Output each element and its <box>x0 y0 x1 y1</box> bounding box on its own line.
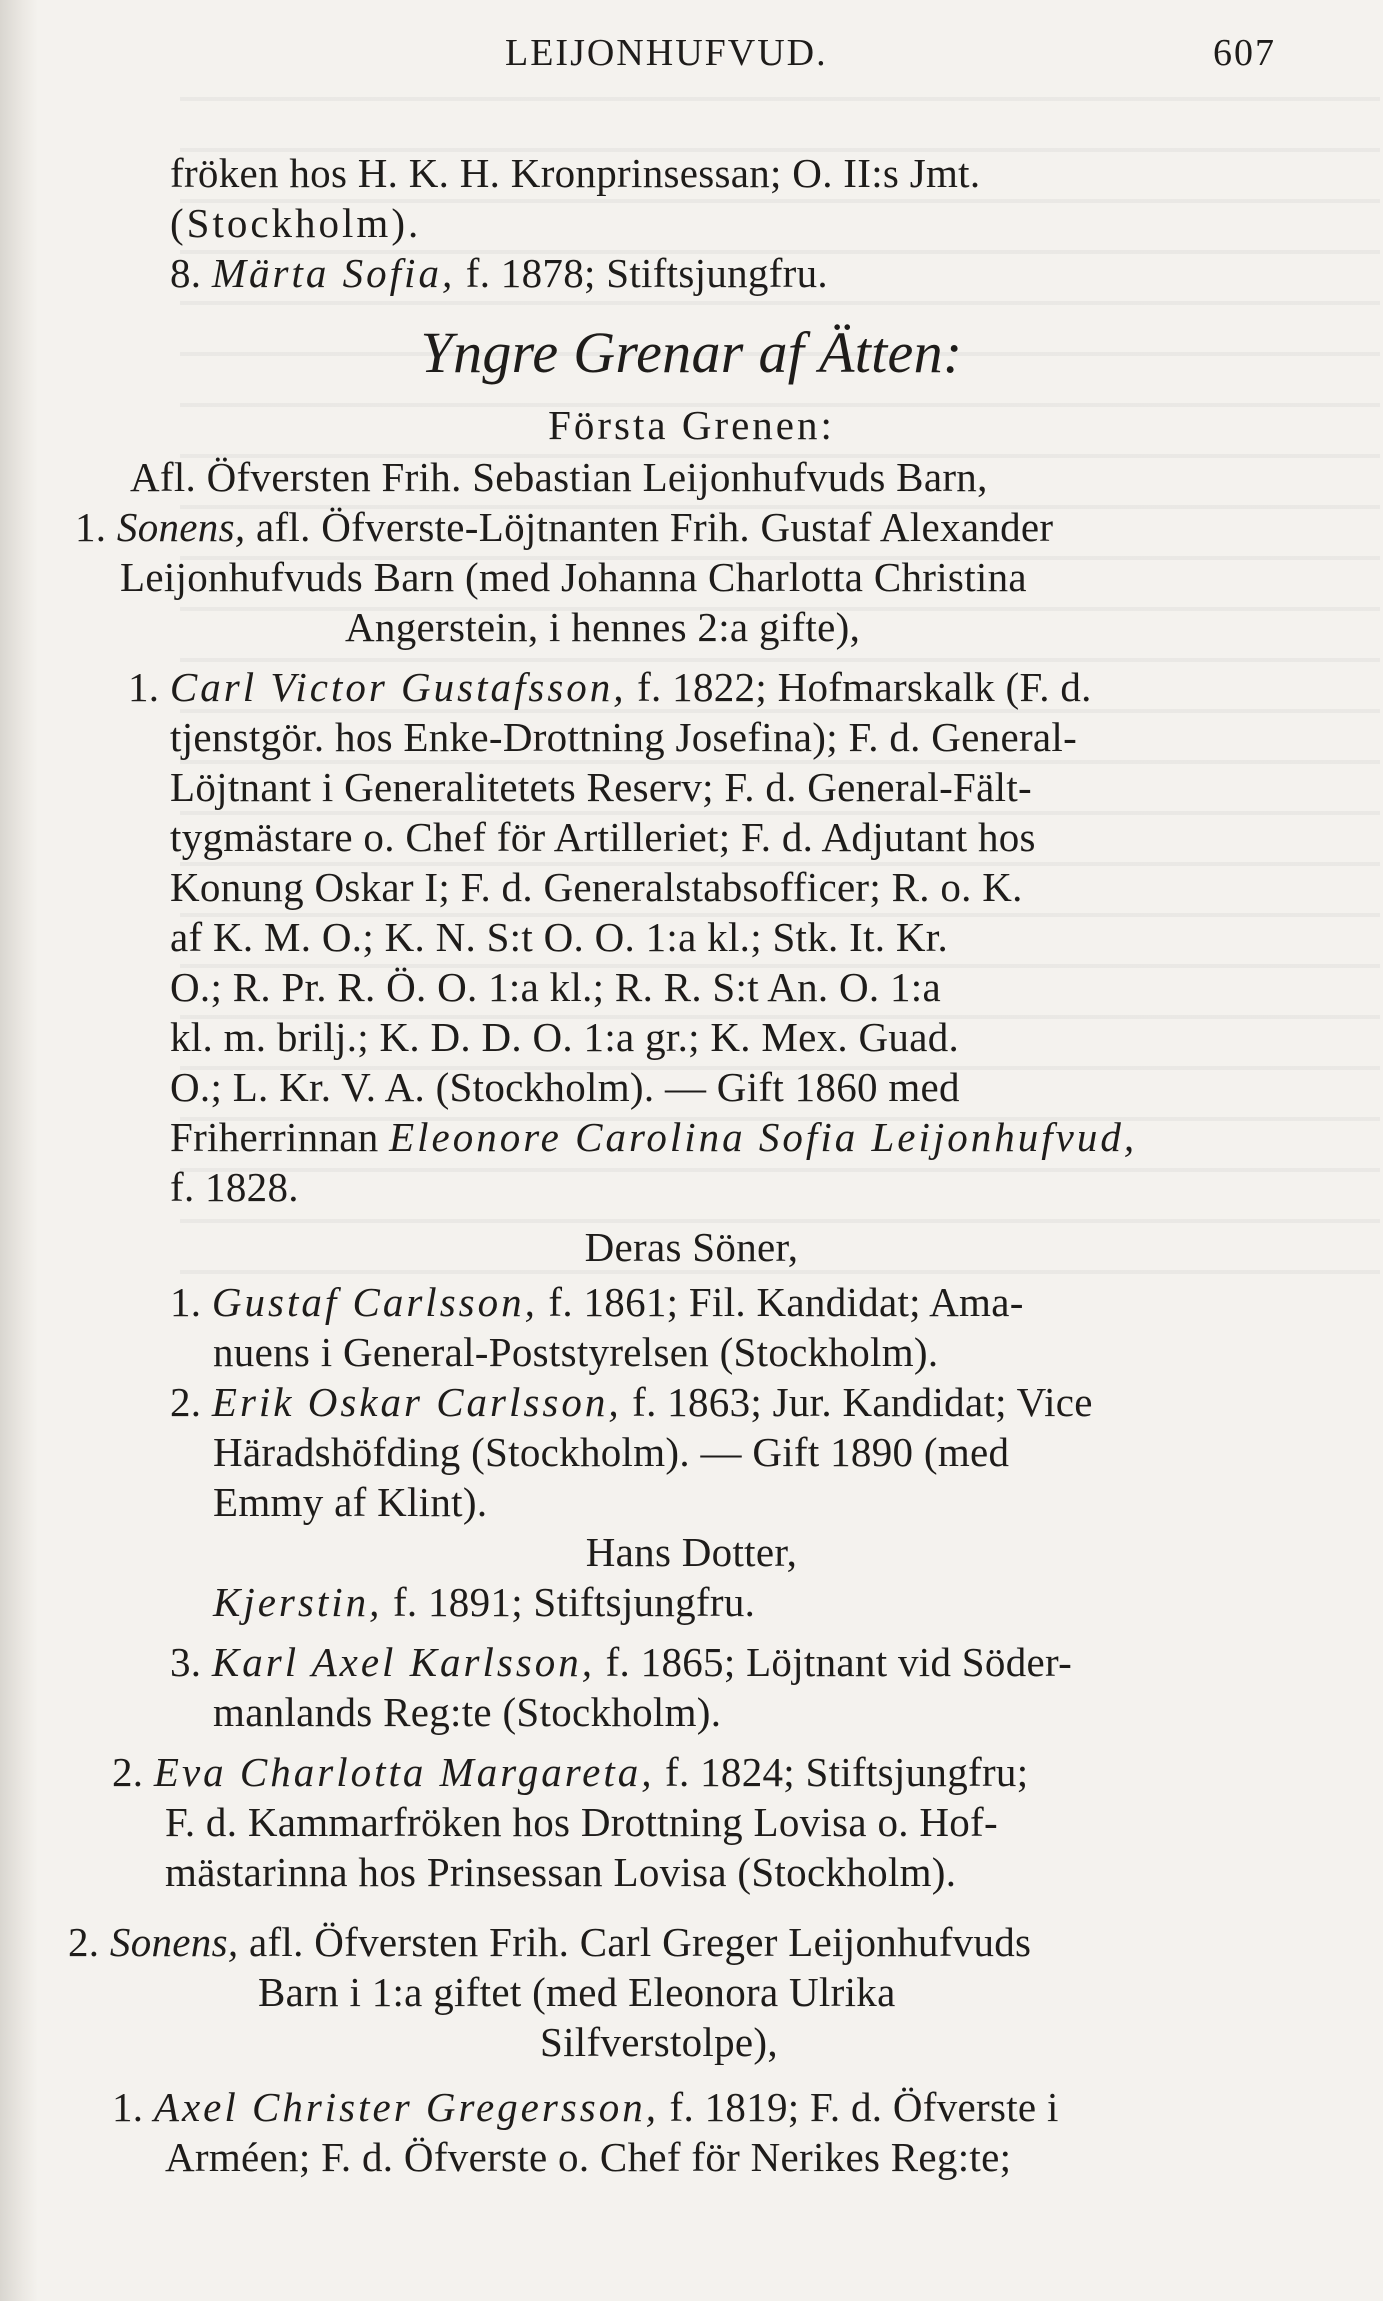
person-name: Eleonore Carolina Sofia Leijonhufvud, <box>389 1114 1138 1160</box>
text-line: 1. Sonens, afl. Öfverste-Löjtnanten Frih. Gustaf Alexander <box>75 504 1054 550</box>
text-line: Konung Oskar I; F. d. Generalstabsofficer; R. o. K. <box>170 864 1023 910</box>
text-line: 2. Eva Charlotta Margareta, f. 1824; Stiftsjungfru; <box>112 1749 1029 1795</box>
text-line: af K. M. O.; K. N. S:t O. O. 1:a kl.; Stk. It. Kr. <box>170 914 949 960</box>
text-line: 1. Gustaf Carlsson, f. 1861; Fil. Kandidat; Ama- <box>170 1279 1024 1325</box>
text-line: Silfverstolpe), <box>540 2019 778 2065</box>
person-name: Carl Victor Gustafsson, <box>169 664 627 710</box>
branch-label: Sonens, <box>109 1919 239 1965</box>
text-line: manlands Reg:te (Stockholm). <box>213 1689 722 1735</box>
subsection-heading: Första Grenen: <box>548 402 835 448</box>
text-line: nuens i General-Poststyrelsen (Stockholm). <box>213 1329 939 1375</box>
text-line: Barn i 1:a giftet (med Eleonora Ulrika <box>258 1969 896 2015</box>
text-line: kl. m. brilj.; K. D. D. O. 1:a gr.; K. Mex. Guad. <box>170 1014 960 1060</box>
branch-label: Sonens, <box>116 504 246 550</box>
text-line: (Stockholm). <box>170 200 422 246</box>
text-line: mästarinna hos Prinsessan Lovisa (Stockholm). <box>165 1849 957 1895</box>
person-name: Kjerstin, <box>213 1579 383 1625</box>
text-line: Emmy af Klint). <box>213 1479 488 1525</box>
text-line: 2. Erik Oskar Carlsson, f. 1863; Jur. Kandidat; Vice <box>170 1379 1093 1425</box>
text-line: O.; L. Kr. V. A. (Stockholm). — Gift 1860 med <box>170 1064 960 1110</box>
text-line: O.; R. Pr. R. Ö. O. 1:a kl.; R. R. S:t An. O. 1:a <box>170 964 941 1010</box>
text-line: Afl. Öfversten Frih. Sebastian Leijonhufvuds Barn, <box>130 454 988 500</box>
subheading: Hans Dotter, <box>585 1529 798 1575</box>
text-line: Kjerstin, f. 1891; Stiftsjungfru. <box>213 1579 756 1625</box>
text-line: Arméen; F. d. Öfverste o. Chef för Nerikes Reg:te; <box>165 2134 1012 2180</box>
text-line: Häradshöfding (Stockholm). — Gift 1890 (med <box>213 1429 1010 1475</box>
person-name: Eva Charlotta Margareta, <box>153 1749 655 1795</box>
text-line: Angerstein, i hennes 2:a gifte), <box>345 604 861 650</box>
text-line: 8. Märta Sofia, f. 1878; Stiftsjungfru. <box>170 250 828 296</box>
person-name: Erik Oskar Carlsson, <box>211 1379 622 1425</box>
page-number: 607 <box>1213 32 1276 74</box>
subheading: Deras Söner, <box>584 1224 799 1270</box>
person-name: Gustaf Carlsson, <box>211 1279 538 1325</box>
text-line: Friherrinnan Eleonore Carolina Sofia Leijonhufvud, <box>170 1114 1138 1160</box>
text-line: 3. Karl Axel Karlsson, f. 1865; Löjtnant vid Söder- <box>170 1639 1073 1685</box>
text-line: tygmästare o. Chef för Artilleriet; F. d. Adjutant hos <box>170 814 1036 860</box>
text-line: fröken hos H. K. H. Kronprinsessan; O. II:s Jmt. <box>170 150 981 196</box>
text-line: F. d. Kammarfröken hos Drottning Lovisa o. Hof- <box>165 1799 998 1845</box>
running-title: LEIJONHUFVUD. <box>505 32 828 74</box>
text-line: 2. Sonens, afl. Öfversten Frih. Carl Greger Leijonhufvuds <box>68 1919 1032 1965</box>
text-line: 1. Carl Victor Gustafsson, f. 1822; Hofmarskalk (F. d. <box>128 664 1092 710</box>
person-name: Karl Axel Karlsson, <box>211 1639 596 1685</box>
text-line: Leijonhufvuds Barn (med Johanna Charlotta Christina <box>120 554 1027 600</box>
text-line: tjenstgör. hos Enke-Drottning Josefina); F. d. General- <box>170 714 1078 760</box>
section-heading: Yngre Grenar af Ätten: <box>420 320 963 385</box>
text-line: 1. Axel Christer Gregersson, f. 1819; F. d. Öfverste i <box>112 2084 1059 2130</box>
person-name: Axel Christer Gregersson, <box>153 2084 659 2130</box>
text-line: f. 1828. <box>170 1164 299 1210</box>
text-line: Löjtnant i Generalitetets Reserv; F. d. General-Fält- <box>170 764 1032 810</box>
person-name: Märta Sofia, <box>211 250 456 296</box>
